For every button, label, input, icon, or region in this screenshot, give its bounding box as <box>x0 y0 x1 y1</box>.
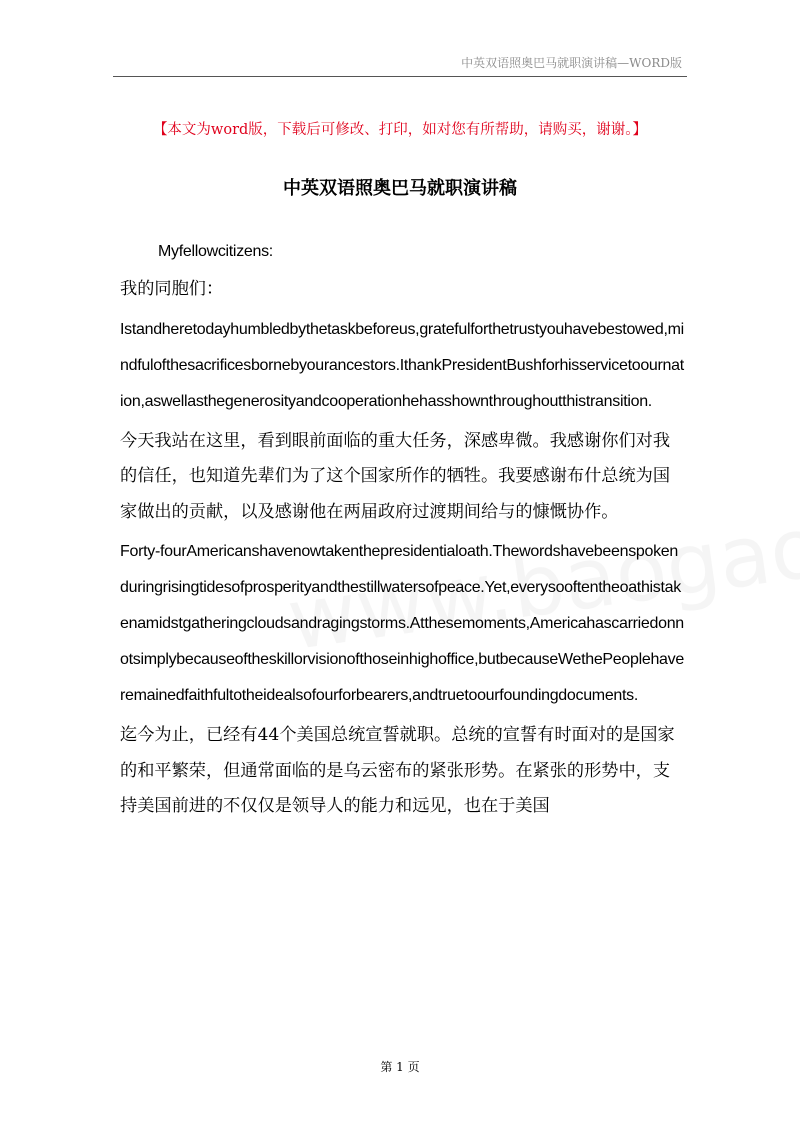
running-header: 中英双语照奥巴马就职演讲稿—WORD版 <box>461 56 682 70</box>
header-rule <box>113 76 687 77</box>
paragraph-zh: 迄今为止，已经有44个美国总统宣誓就职。总统的宣誓有时面对的是国家的和平繁荣，但通常面临的是乌云密布的紧张形势。在紧张的形势中，支持美国前进的不仅仅是领导人的能力和远见，也在于美国 <box>120 725 675 816</box>
salutation-en: Myfellowcitizens: <box>158 243 273 260</box>
purchase-notice: 【本文为word版，下载后可修改、打印，如对您有所帮助，请购买，谢谢。】 <box>152 122 648 138</box>
document-body <box>120 234 685 825</box>
salutation-zh: 我的同胞们： <box>120 279 224 299</box>
page-number: 第 1 页 <box>380 1060 420 1074</box>
paragraph-zh: 今天我站在这里，看到眼前面临的重大任务，深感卑微。我感谢你们对我的信任，也知道先辈们为了这个国家所作的牺牲。我要感谢布什总统为国家做出的贡献，以及感谢他在两届政府过渡期间给与的慷慨协作。 <box>120 430 671 522</box>
paragraph-en: Forty-fourAmericanshavenowtakenthepresidentialoath.Thewordshavebeenspokenduringrisingtidesofprosperityandthestillwatersofpeace.Yet,everysooftentheoathistakenamidstgatheringcloudsandragingstorms.Atthesemoments,Americahascarriedonnotsimplybecauseoftheskillorvisionofthoseinhighoffice,butbecauseWethePeoplehaveremainedfaithfultotheidealsofourforbearers,andtruetoourfoundingdocuments. <box>120 543 684 704</box>
paragraph-en: Istandheretodayhumbledbythetaskbeforeus,gratefulforthetrustyouhavebestowed,mindfulofthesacrificesbornebyourancestors.IthankPresidentBushforhisservicetoournation,aswellasthegenerosityandcooperationhehasshownthroughoutthistransition. <box>120 320 684 410</box>
document-title: 中英双语照奥巴马就职演讲稿 <box>283 178 517 199</box>
